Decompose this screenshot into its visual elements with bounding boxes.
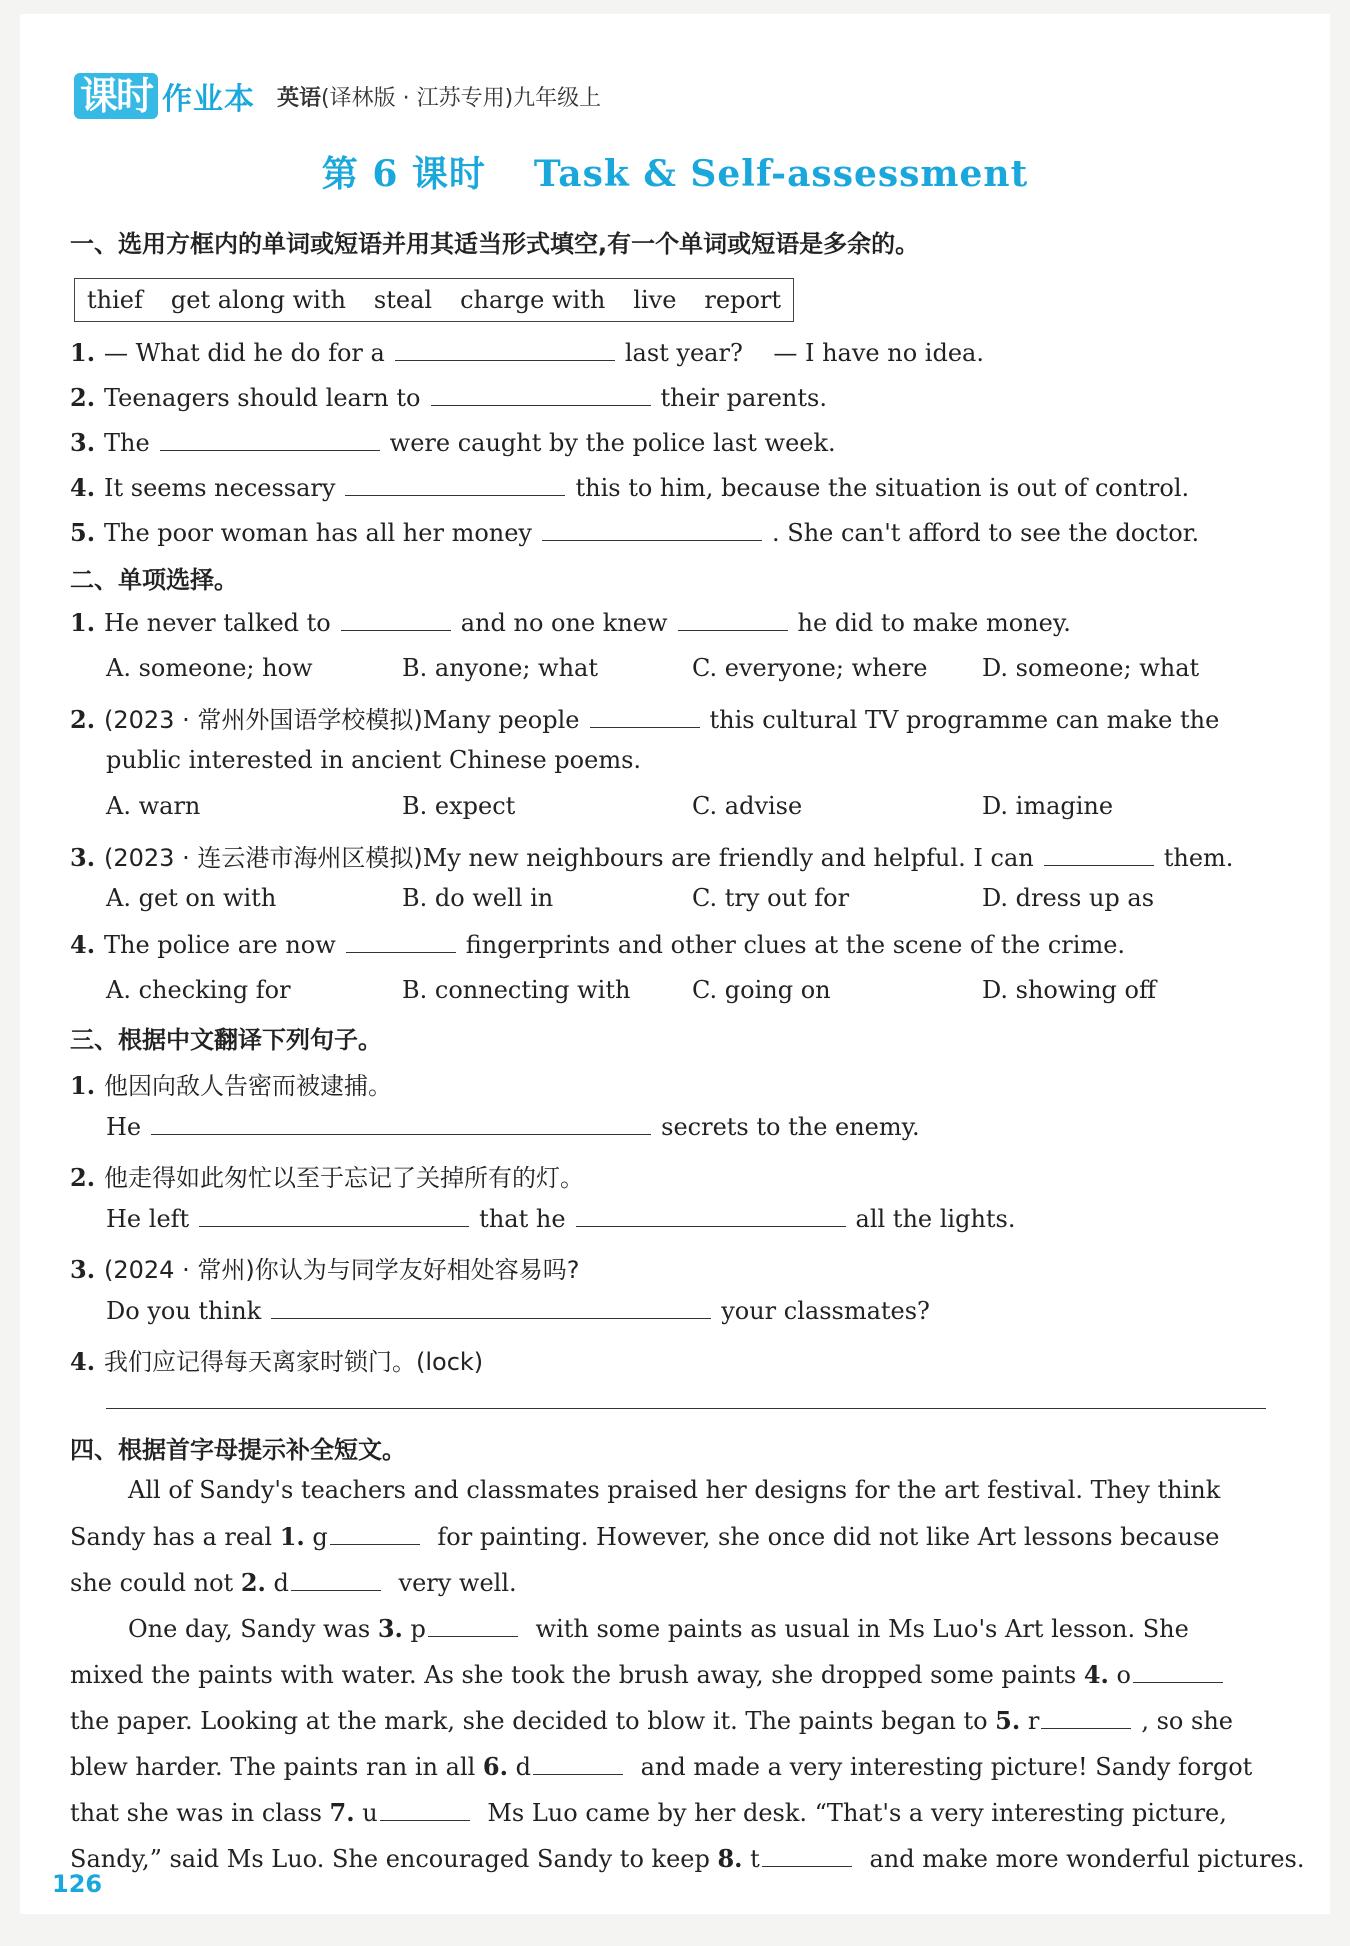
question-number: 2. (70, 1163, 96, 1192)
passage-text: and made a very interesting picture! Sandy forgot (632, 1753, 1253, 1781)
option-b[interactable]: B. expect (402, 792, 516, 820)
chinese-sentence: (2024 · 常州)你认为与同学友好相处容易吗? (104, 1256, 580, 1284)
passage-line-9 (70, 1844, 1305, 1873)
answer-suffix: all the lights. (855, 1205, 1016, 1233)
question-text: My new neighbours are friendly and helpful. I can (422, 844, 1034, 872)
option-c[interactable]: C. going on (692, 976, 831, 1004)
question-number: 3. (70, 843, 96, 872)
option-a[interactable]: A. checking for (106, 976, 291, 1004)
initial-letter: t (742, 1845, 760, 1873)
chinese-sentence: 我们应记得每天离家时锁门。(lock) (104, 1348, 484, 1376)
word-option: report (704, 286, 782, 314)
answer-prefix: Do you think (106, 1297, 262, 1325)
option-b[interactable]: B. connecting with (402, 976, 631, 1004)
s3-answer-2 (106, 1204, 1016, 1233)
word-option: charge with (460, 286, 606, 314)
question-text: — What did he do for a (104, 339, 385, 367)
question-text: this cultural TV programme can make the (709, 706, 1220, 734)
answer-prefix: He left (106, 1205, 190, 1233)
s1-question-3 (70, 428, 836, 457)
s3-question-4 (70, 1342, 483, 1377)
answer-blank[interactable] (542, 518, 762, 541)
passage-text: that she was in class (70, 1799, 330, 1827)
option-d[interactable]: D. someone; what (982, 654, 1200, 682)
answer-blank[interactable] (431, 383, 651, 406)
option-c[interactable]: C. try out for (692, 884, 850, 912)
question-text: this to him, because the situation is out of control. (575, 474, 1190, 502)
page-number: 126 (52, 1870, 103, 1898)
chinese-sentence: 他因向敌人告密而被逮捕。 (104, 1072, 392, 1100)
option-c[interactable]: C. everyone; where (692, 654, 928, 682)
passage-text: Sandy,” said Ms Luo. She encouraged Sandy to keep (70, 1845, 718, 1873)
answer-blank[interactable] (590, 705, 700, 728)
passage-line-8 (70, 1798, 1270, 1827)
section1-heading: 一、选用方框内的单词或短语并用其适当形式填空,有一个单词或短语是多余的。 (70, 230, 920, 258)
question-text: and no one knew (460, 609, 668, 637)
question-number: 2. (70, 383, 96, 412)
initial-letter: d (507, 1753, 531, 1781)
passage-text: All of Sandy's teachers and classmates praised her designs for the art festival. They think (128, 1476, 1221, 1504)
question-text: fingerprints and other clues at the scene of the crime. (465, 931, 1126, 959)
question-text: Teenagers should learn to (104, 384, 421, 412)
passage-text: blew harder. The paints ran in all (70, 1753, 483, 1781)
answer-blank[interactable] (291, 1568, 381, 1591)
answer-blank[interactable] (199, 1204, 469, 1227)
question-text: The poor woman has all her money (104, 519, 532, 547)
question-number: 3. (70, 428, 96, 457)
subject: 英语 (277, 85, 322, 111)
question-source: (2023 · 常州外国语学校模拟) (104, 706, 423, 734)
header (74, 66, 601, 126)
passage-text: for painting. However, she once did not like Art lessons because (429, 1523, 1220, 1551)
section3-heading: 三、根据中文翻译下列句子。 (70, 1026, 382, 1054)
worksheet-page (20, 14, 1330, 1914)
answer-blank[interactable] (341, 608, 451, 631)
initial-letter: o (1108, 1661, 1131, 1689)
lesson-number: 第 6 课时 (321, 153, 486, 195)
question-number: 1. (70, 608, 96, 637)
passage-text: Sandy has a real (70, 1523, 280, 1551)
blank-number: 4. (1083, 1660, 1109, 1689)
passage-text: with some paints as usual in Ms Luo's Art lesson. She (527, 1615, 1189, 1643)
option-b[interactable]: B. do well in (402, 884, 554, 912)
answer-blank[interactable] (678, 608, 788, 631)
initial-letter: u (354, 1799, 378, 1827)
word-option: steal (373, 286, 433, 314)
edition: (译林版 · 江苏专用)九年级上 (321, 85, 602, 111)
question-number: 5. (70, 518, 96, 547)
answer-blank[interactable] (428, 1614, 518, 1637)
blank-number: 2. (240, 1568, 266, 1597)
answer-blank[interactable] (345, 473, 565, 496)
passage-text: very well. (390, 1569, 517, 1597)
passage-line-6 (70, 1706, 1270, 1735)
question-number: 3. (70, 1255, 96, 1284)
answer-blank[interactable] (1133, 1660, 1223, 1683)
word-option: thief (87, 286, 143, 314)
question-text: he did to make money. (797, 609, 1071, 637)
question-source: (2023 · 连云港市海州区模拟) (104, 844, 423, 872)
initial-letter: d (265, 1569, 289, 1597)
answer-line[interactable] (106, 1408, 1266, 1409)
book-subtitle (277, 81, 601, 112)
answer-blank[interactable] (346, 930, 456, 953)
lesson-topic: Task & Self-assessment (533, 153, 1029, 195)
question-text: Many people (422, 706, 580, 734)
s1-question-5 (70, 518, 1199, 547)
s1-question-1 (70, 338, 984, 367)
question-number: 1. (70, 1071, 96, 1100)
option-a[interactable]: A. someone; how (106, 654, 313, 682)
section4-heading: 四、根据首字母提示补全短文。 (70, 1436, 406, 1464)
answer-prefix: He (106, 1113, 142, 1141)
s1-question-2 (70, 383, 827, 412)
answer-blank[interactable] (160, 428, 380, 451)
question-text: them. (1163, 844, 1234, 872)
question-number: 4. (70, 473, 96, 502)
s3-answer-3 (106, 1296, 930, 1325)
page-title (20, 146, 1330, 197)
answer-suffix: your classmates? (721, 1297, 930, 1325)
answer-suffix: secrets to the enemy. (661, 1113, 920, 1141)
brand-logo-part1: 课时 (74, 73, 158, 119)
passage-text: and make more wonderful pictures. (861, 1845, 1305, 1873)
word-option: live (633, 286, 677, 314)
passage-text: One day, Sandy was (128, 1615, 378, 1643)
answer-blank[interactable] (395, 338, 615, 361)
s3-question-1 (70, 1066, 392, 1101)
blank-number: 5. (995, 1706, 1021, 1735)
question-text: He never talked to (104, 609, 331, 637)
blank-number: 1. (279, 1522, 305, 1551)
answer-blank[interactable] (330, 1522, 420, 1545)
passage-text: , so she (1141, 1707, 1233, 1735)
passage-line-1 (128, 1476, 1328, 1504)
question-number: 2. (70, 705, 96, 734)
chinese-sentence: 他走得如此匆忙以至于忘记了关掉所有的灯。 (104, 1164, 584, 1192)
question-text: — I have no idea. (773, 339, 984, 367)
answer-blank[interactable] (1041, 1706, 1131, 1729)
option-d[interactable]: D. imagine (982, 792, 1114, 820)
s3-question-3 (70, 1250, 579, 1285)
question-text: The (104, 429, 150, 457)
question-text: last year? (624, 339, 743, 367)
section2-heading: 二、单项选择。 (70, 566, 238, 594)
s3-question-2 (70, 1158, 584, 1193)
blank-number: 8. (717, 1844, 743, 1873)
answer-blank[interactable] (762, 1844, 852, 1867)
question-number: 1. (70, 338, 96, 367)
answer-blank[interactable] (1044, 843, 1154, 866)
option-c[interactable]: C. advise (692, 792, 803, 820)
blank-number: 6. (482, 1752, 508, 1781)
question-text: their parents. (660, 384, 827, 412)
brand-logo-part2: 作业本 (162, 82, 256, 117)
option-a[interactable]: A. get on with (106, 884, 277, 912)
passage-text: she could not (70, 1569, 241, 1597)
passage-line-7 (70, 1752, 1270, 1781)
blank-number: 3. (377, 1614, 403, 1643)
passage-text: mixed the paints with water. As she took the brush away, she dropped some paints (70, 1661, 1084, 1689)
option-b[interactable]: B. anyone; what (402, 654, 598, 682)
question-number: 4. (70, 930, 96, 959)
answer-blank[interactable] (576, 1204, 846, 1227)
answer-middle: that he (479, 1205, 566, 1233)
s2-question-3 (70, 838, 1233, 873)
option-d[interactable]: D. showing off (982, 976, 1157, 1004)
answer-blank[interactable] (151, 1112, 651, 1135)
s2-question-2-cont: public interested in ancient Chinese poems. (106, 746, 642, 774)
question-text: . She can't afford to see the doctor. (772, 519, 1200, 547)
initial-letter: g (304, 1523, 328, 1551)
passage-line-5 (70, 1660, 1270, 1689)
s2-question-2 (70, 700, 1219, 735)
answer-blank[interactable] (271, 1296, 711, 1319)
blank-number: 7. (329, 1798, 355, 1827)
question-number: 4. (70, 1347, 96, 1376)
passage-line-4 (128, 1614, 1328, 1643)
s2-question-4 (70, 930, 1125, 959)
passage-text: Ms Luo came by her desk. “That's a very interesting picture, (479, 1799, 1227, 1827)
word-box (74, 278, 794, 322)
question-text: It seems necessary (104, 474, 336, 502)
option-d[interactable]: D. dress up as (982, 884, 1155, 912)
option-a[interactable]: A. warn (106, 792, 201, 820)
passage-line-2 (70, 1522, 1270, 1551)
initial-letter: p (402, 1615, 426, 1643)
question-text: The police are now (104, 931, 336, 959)
question-text: were caught by the police last week. (389, 429, 836, 457)
s3-answer-1 (106, 1112, 920, 1141)
answer-blank[interactable] (380, 1798, 470, 1821)
passage-text: the paper. Looking at the mark, she decided to blow it. The paints began to (70, 1707, 996, 1735)
answer-blank[interactable] (533, 1752, 623, 1775)
s2-question-1 (70, 608, 1071, 637)
initial-letter: r (1020, 1707, 1040, 1735)
s1-question-4 (70, 473, 1189, 502)
word-option: get along with (170, 286, 346, 314)
passage-line-3 (70, 1568, 1270, 1597)
